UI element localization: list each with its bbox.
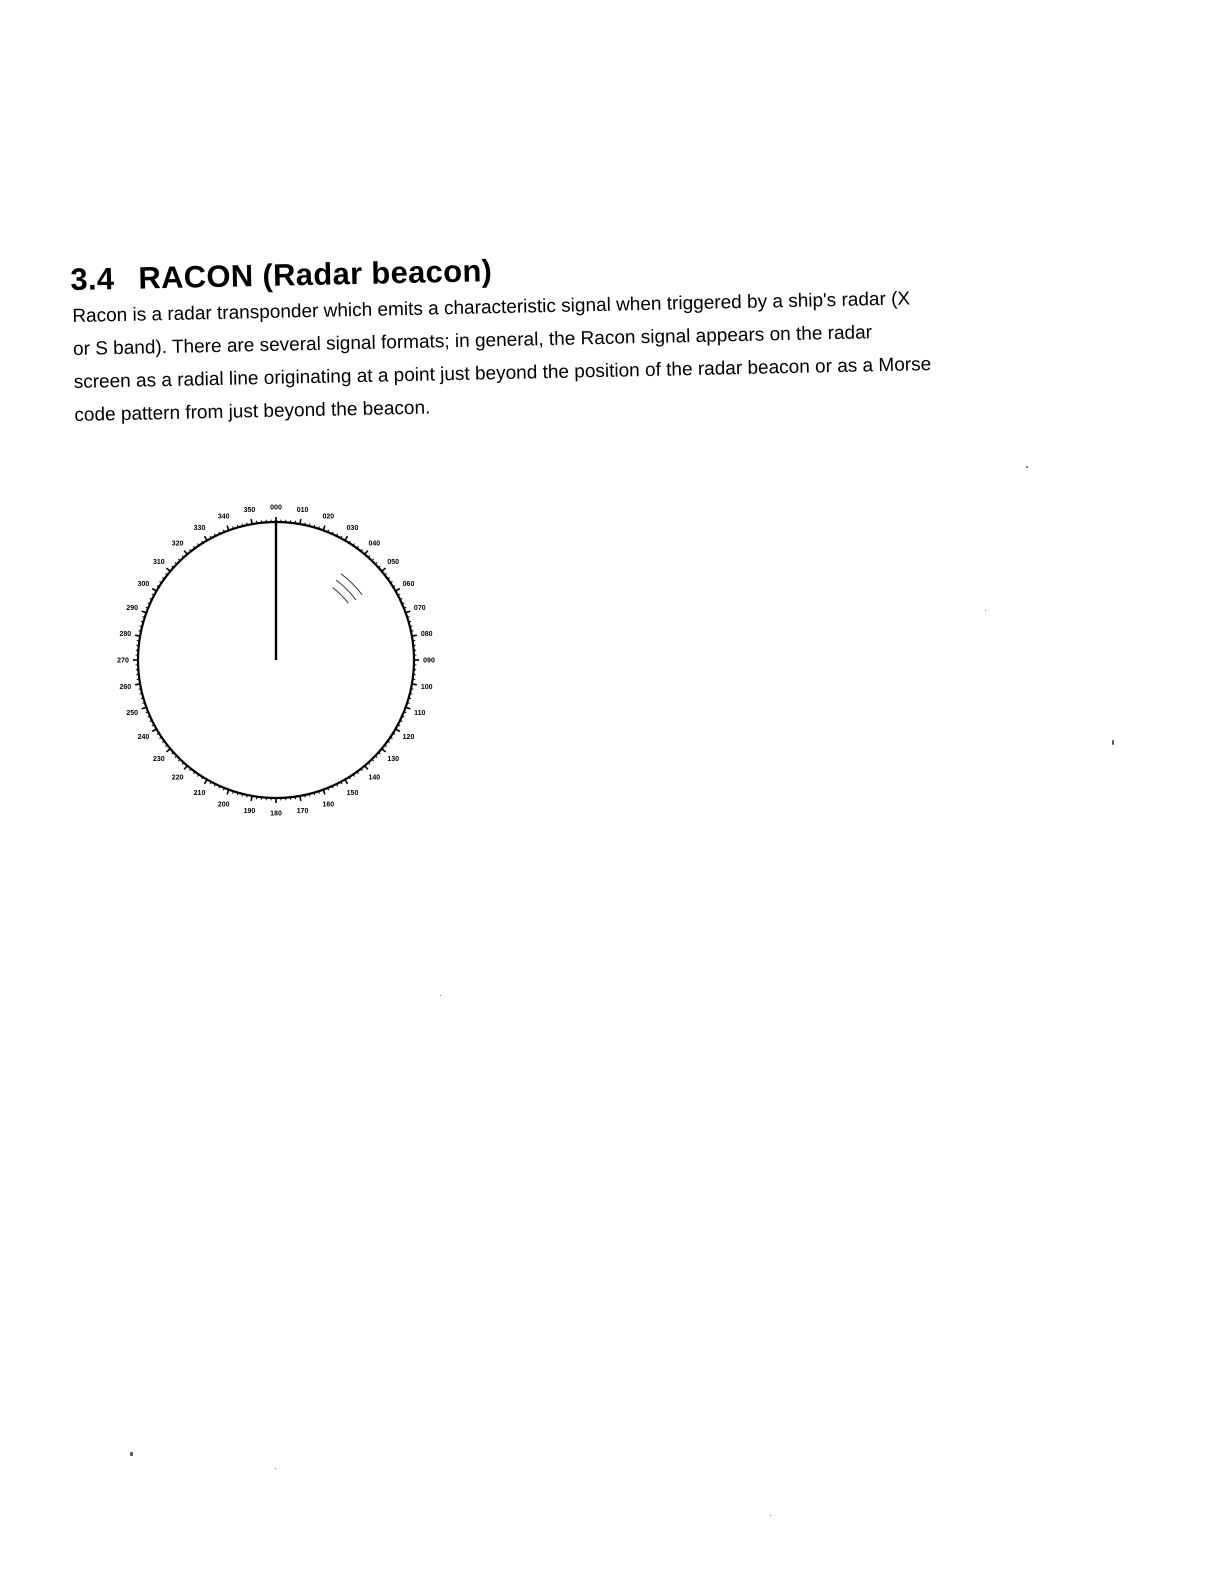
bearing-tick [182,556,184,558]
bearing-tick [251,519,252,524]
bearing-label: 200 [217,801,230,809]
bearing-label: 020 [322,513,335,521]
section-heading [70,253,493,298]
bearing-tick [409,621,411,622]
bearing-label: 060 [402,581,415,588]
bearing-tick [172,566,174,568]
bearing-tick [379,566,381,568]
scan-speck [1112,740,1114,745]
bearing-tick [375,756,377,758]
bearing-tick [345,536,348,540]
bearing-label: 190 [243,808,256,816]
bearing-tick [309,524,310,526]
bearing-label: 290 [126,605,139,613]
bearing-tick [247,795,248,797]
section-number: 3.4 [70,261,115,297]
bearing-tick [382,749,386,752]
bearing-tick [237,525,238,527]
bearing-label: 160 [322,801,335,809]
bearing-tick [372,559,374,561]
bearing-tick [372,759,374,761]
bearing-tick [182,763,184,765]
bearing-label: 270 [117,657,129,665]
bearing-tick [300,519,301,524]
bearing-tick [412,635,417,636]
bearing-tick [205,536,208,540]
bearing-tick [410,693,412,694]
bearing-label: 130 [387,755,400,763]
section-title: RACON (Radar beacon) [137,253,493,296]
bearing-tick [251,796,252,801]
bearing-tick [382,568,386,571]
bearing-tick [396,589,400,592]
bearing-label: 000 [270,504,282,512]
bearing-label: 340 [217,513,230,521]
bearing-tick [135,635,140,636]
bearing-tick [396,729,400,732]
bearing-tick [345,780,348,784]
bearing-tick [323,790,325,795]
bearing-tick [205,780,208,784]
bearing-tick [140,693,142,694]
body-line: screen as a radial line originating at a point just beyond the position of the radar beacon or as a Morse [73,354,932,393]
bearing-tick [166,749,170,752]
bearing-tick [172,752,174,754]
bearing-label: 220 [171,774,184,782]
bearing-tick [379,752,381,754]
bearing-label: 010 [296,506,309,514]
bearing-tick [237,793,238,795]
bearing-tick [305,795,306,797]
bearing-tick [227,526,229,531]
bearing-tick [242,794,243,796]
bearing-tick [227,790,229,795]
bearing-tick [175,562,177,564]
bearing-label: 320 [171,540,184,548]
scan-speck [985,610,986,611]
body-line: or S band). There are several signal formats; in general, the Racon signal appears on the radar [72,322,873,360]
body-line: Racon is a radar transponder which emits a characteristic signal when triggered by a ship's radar (X [72,288,911,327]
radar-drawing [117,505,435,818]
bearing-tick [410,626,412,627]
bearing-tick [152,729,156,732]
bearing-label: 280 [119,630,132,638]
bearing-tick [406,611,411,613]
bearing-tick [184,550,187,554]
bearing-tick [139,689,141,690]
bearing-label: 050 [387,559,400,567]
scan-speck [1026,466,1028,468]
bearing-label: 250 [126,709,139,717]
bearing-label: 090 [423,657,435,665]
bearing-label: 180 [270,810,282,818]
bearing-label: 110 [414,709,426,717]
bearing-label: 230 [152,755,165,763]
bearing-tick [247,523,248,525]
bearing-label: 080 [420,630,433,638]
echo-arc [336,580,356,600]
bearing-tick [314,793,315,795]
bearing-label: 170 [296,808,309,816]
bearing-tick [152,589,156,592]
bearing-label: 150 [346,790,359,798]
bearing-tick [178,759,180,761]
body-line: code pattern from just beyond the beacon. [74,397,431,426]
bearing-label: 210 [193,790,206,798]
radar-screen-figure [95,490,455,830]
bearing-tick [309,794,310,796]
bearing-label: 070 [413,605,426,613]
bearing-tick [323,526,325,531]
bearing-tick [412,684,417,685]
bearing-tick [375,562,377,564]
bearing-tick [406,707,411,709]
bearing-tick [368,763,370,765]
bearing-tick [178,559,180,561]
body-paragraph [72,280,1035,432]
bearing-tick [365,550,368,554]
bearing-label: 330 [193,524,206,532]
bearing-tick [409,698,411,699]
bearing-tick [135,684,140,685]
bearing-label: 040 [368,540,381,548]
bearing-tick [141,698,143,699]
bearing-tick [166,568,170,571]
bearing-tick [142,611,147,613]
bearing-label: 120 [402,734,415,741]
bearing-tick [140,626,142,627]
echo-arc [333,588,349,604]
bearing-tick [411,631,413,632]
scan-speck [440,995,441,996]
scan-speck [770,1515,771,1516]
bearing-tick [411,689,413,690]
bearing-tick [314,525,315,527]
bearing-label: 240 [137,734,150,741]
scan-speck [275,1468,276,1469]
bearing-label: 030 [346,524,359,532]
bearing-tick [300,796,301,801]
bearing-tick [141,621,143,622]
scan-speck [130,1452,133,1456]
bearing-tick [305,523,306,525]
bearing-tick [184,766,187,770]
bearing-tick [365,766,368,770]
bearing-tick [175,756,177,758]
echo-arc [341,574,362,595]
bearing-tick [142,707,147,709]
bearing-label: 310 [152,559,165,567]
bearing-label: 350 [243,506,256,514]
bearing-label: 140 [368,774,381,782]
bearing-label: 100 [420,684,433,692]
bearing-tick [368,556,370,558]
bearing-tick [139,631,141,632]
bearing-label: 300 [137,581,150,588]
bearing-label: 260 [119,684,132,692]
bearing-tick [242,524,243,526]
